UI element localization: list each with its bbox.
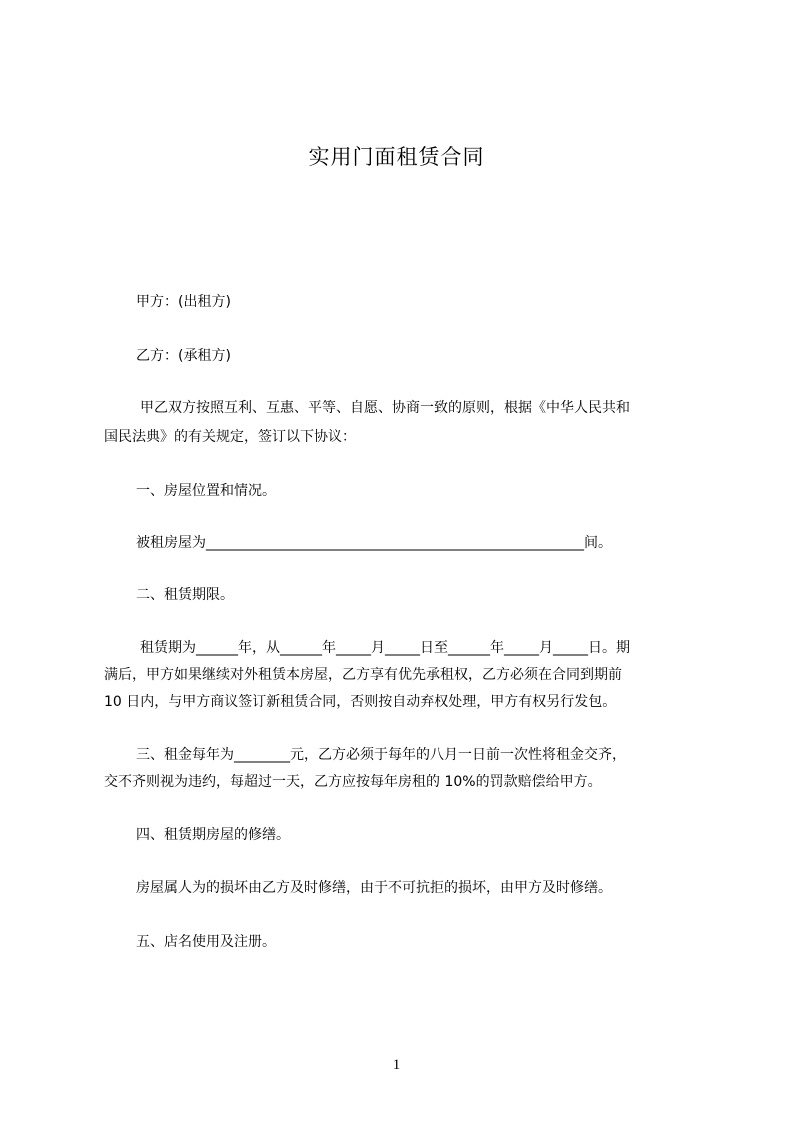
section-2-line-2: 满后，甲方如果继续对外租赁本房屋，乙方享有优先承租权，乙方必须在合同到期前 (104, 667, 622, 683)
section-5-heading: 五、店名使用及注册。 (136, 934, 276, 950)
party-b-line: 乙方：(承租方) (136, 348, 231, 364)
section-2-line-3: 10 日内，与甲方商议签订新租赁合同，否则按自动弃权处理，甲方有权另行发包。 (104, 694, 617, 710)
section-2-line-1: 租赁期为______年，从______年_____月_____日至______年_____月_____日。期 (140, 640, 630, 656)
party-a-line: 甲方：(出租方) (136, 294, 231, 310)
document-title: 实用门面租赁合同 (308, 145, 485, 169)
section-2-heading: 二、租赁期限。 (136, 587, 234, 603)
section-1-heading: 一、房屋位置和情况。 (136, 483, 276, 499)
section-4-heading: 四、租赁期房屋的修缮。 (136, 827, 290, 843)
section-3-line-2: 交不齐则视为违约，每超过一天，乙方应按每年房租的 10%的罚款赔偿给甲方。 (104, 774, 602, 790)
preamble-line-1: 甲乙双方按照互利、互惠、平等、自愿、协商一致的原则，根据《中华人民共和 (140, 400, 630, 416)
section-4-body: 房屋属人为的损坏由乙方及时修缮，由于不可抗拒的损坏，由甲方及时修缮。 (136, 880, 612, 896)
section-3-line-1: 三、租金每年为________元，乙方必须于每年的八月一日前一次性将租金交齐， (136, 747, 626, 763)
preamble-line-2: 国民法典》的有关规定，签订以下协议： (104, 429, 356, 445)
section-1-body: 被租房屋为______________________________________________________间。 (136, 535, 612, 551)
page-number: 1 (392, 1057, 401, 1073)
